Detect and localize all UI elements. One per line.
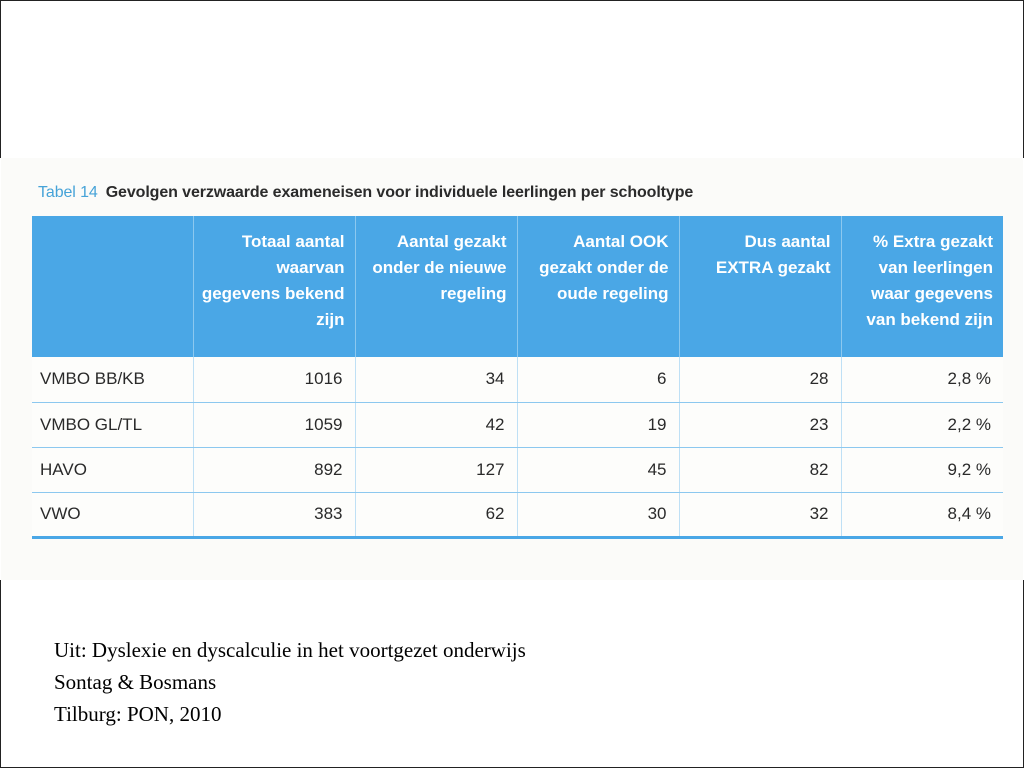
cell-extra-percent: 2,2 % bbox=[841, 402, 1003, 447]
results-table bbox=[32, 216, 1003, 539]
table-row bbox=[32, 357, 1003, 402]
cell-failed-old: 6 bbox=[517, 357, 679, 402]
slide-border-left-lower bbox=[0, 580, 1, 768]
cell-extra-failed: 32 bbox=[679, 492, 841, 537]
row-label: VMBO GL/TL bbox=[32, 402, 193, 447]
header-row bbox=[32, 216, 1003, 357]
cell-failed-old: 19 bbox=[517, 402, 679, 447]
cell-total: 383 bbox=[193, 492, 355, 537]
slide-border-top bbox=[0, 0, 1024, 1]
cell-total: 1059 bbox=[193, 402, 355, 447]
table-number: Tabel 14 bbox=[38, 184, 98, 201]
cell-failed-new: 34 bbox=[355, 357, 517, 402]
table-row bbox=[32, 447, 1003, 492]
cell-failed-old: 30 bbox=[517, 492, 679, 537]
slide-border-left-upper bbox=[0, 0, 1, 158]
row-label: HAVO bbox=[32, 447, 193, 492]
table-row bbox=[32, 492, 1003, 537]
cell-extra-failed: 28 bbox=[679, 357, 841, 402]
source-line-title: Uit: Dyslexie en dyscalculie in het voortgezet onderwijs bbox=[54, 638, 526, 662]
cell-extra-percent: 8,4 % bbox=[841, 492, 1003, 537]
cell-failed-new: 62 bbox=[355, 492, 517, 537]
table-row bbox=[32, 402, 1003, 447]
source-line-publisher: Tilburg: PON, 2010 bbox=[54, 702, 222, 726]
cell-extra-percent: 9,2 % bbox=[841, 447, 1003, 492]
source-line-authors: Sontag & Bosmans bbox=[54, 670, 217, 694]
table-caption bbox=[38, 184, 693, 202]
cell-extra-percent: 2,8 % bbox=[841, 357, 1003, 402]
table-title: Gevolgen verzwaarde exameneisen voor individuele leerlingen per schooltype bbox=[105, 184, 694, 201]
header-cell-failed-new: Aantal gezakt onder de nieuwe regeling bbox=[355, 216, 517, 357]
source-citation bbox=[54, 634, 526, 730]
cell-failed-new: 42 bbox=[355, 402, 517, 447]
cell-extra-failed: 23 bbox=[679, 402, 841, 447]
header-cell-extra-percent: % Extra gezakt van leerlingen waar gegevens van bekend zijn bbox=[841, 216, 1003, 357]
row-label: VMBO BB/KB bbox=[32, 357, 193, 402]
cell-total: 892 bbox=[193, 447, 355, 492]
row-label: VWO bbox=[32, 492, 193, 537]
header-cell-extra-failed: Dus aantal EXTRA gezakt bbox=[679, 216, 841, 357]
header-cell-schooltype bbox=[32, 216, 193, 357]
header-cell-total: Totaal aantal waarvan gegevens bekend zijn bbox=[193, 216, 355, 357]
cell-failed-new: 127 bbox=[355, 447, 517, 492]
cell-extra-failed: 82 bbox=[679, 447, 841, 492]
cell-failed-old: 45 bbox=[517, 447, 679, 492]
cell-total: 1016 bbox=[193, 357, 355, 402]
header-cell-failed-old: Aantal OOK gezakt onder de oude regeling bbox=[517, 216, 679, 357]
